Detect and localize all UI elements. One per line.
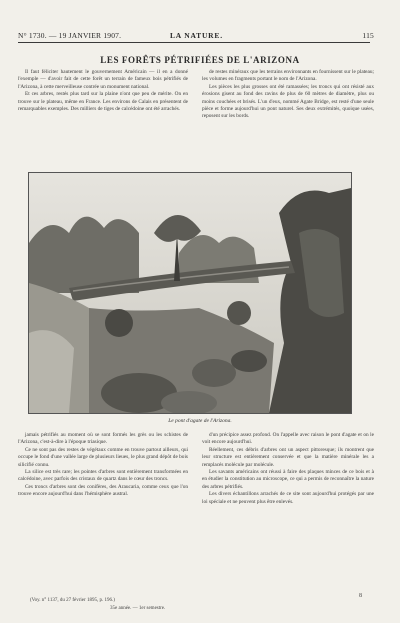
paragraph: Et ces arbres, restés plus tard sur la plaine n'ont que peu de mérite. On en trouve sur le plateau, même en France. Les environs de Calais en présentent de remarquables exemples. Des milliers de tiges de calcédoine ont été arrachés. — [18, 91, 188, 113]
footnote: (Voy. n° 1137, du 27 février 1895, p. 196.) — [30, 598, 115, 603]
issue-date: N° 1730. — 19 JANVIER 1907. — [18, 31, 122, 40]
paragraph: jamais pétrifiés au moment où se sont formés les grès ou les schistes de l'Arizona, c'est-à-dire à l'époque triasique. — [18, 432, 188, 446]
article-title: LES FORÊTS PÉTRIFIÉES DE L'ARIZONA — [100, 55, 300, 65]
header-rule — [18, 42, 370, 43]
paragraph: Les pièces les plus grosses ont été ramassées; les troncs qui ont résisté aux érosions gisent au fond des ravins de plus de 60 mètres de diamètre, plus ou moins couchées et brisés. L'un d'eux, nommé Agate Bridge, est resté d'une seule pièce et forme aujourd'hui un pont naturel. Ses deux extrémités, quoique usées, reposent sur les bords. — [202, 83, 374, 120]
paragraph: Ce ne sont pas des restes de végétaux comme en trouve partout ailleurs, qui occupe le fond d'une vallée large de plusieurs lieues, le plus grand dépôt de bois silicifié connu. — [18, 446, 188, 468]
text-column-bottom-left — [18, 432, 188, 600]
agate-bridge-photo — [28, 172, 352, 414]
volume-line: 35e année. — 1er semestre. — [110, 606, 166, 611]
paragraph: d'un précipice assez profond. On l'appelle avec raison le pont d'agate et on le voit encore aujourd'hui. — [202, 432, 374, 446]
paragraph: Il faut féliciter hautement le gouvernement Américain — il en a donné l'exemple — d'avoir fait de cette forêt un terrain de fameux bois pétrifiés de l'Arizona, à cette merveilleuse contrée un monument national. — [18, 69, 188, 90]
paragraph: Les savants américains ont réussi à faire des plaques minces de ce bois et à en étudier la constitution au microscope, ce qui a permis de reconnaître la nature des arbres pétrifiés. — [202, 469, 374, 490]
text-column-top-left — [18, 69, 188, 179]
paragraph: Réellement, ces débris d'arbres ont un aspect pittoresque; ils montrent que leur structure est entièrement conservée et que la matière minérale les a remplacés molécule par molécule. — [202, 446, 374, 468]
text-column-bottom-right — [202, 432, 374, 600]
photo-illustration — [29, 173, 351, 413]
text-column-top-right — [202, 69, 374, 179]
signature-mark: 8 — [359, 593, 362, 599]
paragraph: de restes minéraux que les terrains environnants en fournissent sur le plateau; les volumes en fragments portant le nom de l'Arizona. — [202, 69, 374, 83]
photo-caption: Le pont d'agate de l'Arizona. — [168, 418, 232, 424]
paragraph: Les divers échantillons arrachés de ce site sont aujourd'hui protégés par une loi spéciale et ne peuvent plus être enlevés. — [202, 491, 374, 505]
paragraph: Ces troncs d'arbres sont des conifères, des Araucaria, comme ceux que l'on trouve encore aujourd'hui dans l'hémisphère austral. — [18, 483, 188, 498]
page-number: 115 — [362, 31, 374, 40]
journal-name: LA NATURE. — [170, 31, 223, 40]
paragraph: La silice est très rare; les pointes d'arbres sont entièrement transformées en calcédoine, avec parfois des cristaux de quartz dans le cœur des troncs. — [18, 469, 188, 483]
